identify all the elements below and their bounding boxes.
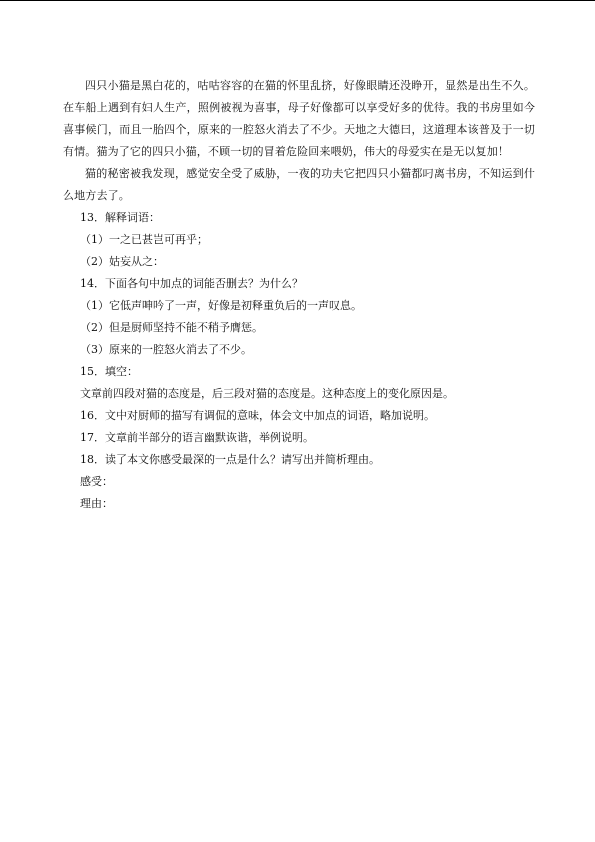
answer-reason-label: 理由：	[80, 497, 113, 510]
question-13-item-1: （1）一之已甚岂可再乎；	[80, 233, 208, 246]
passage-paragraph-2: 猫的秘密被我发现，感觉安全受了威胁，一夜的功夫它把四只小猫都叼离书房，不知运到什么地方去了。	[63, 167, 535, 202]
question-14-item-1: （1）它低声呻吟了一声，好像是初释重负后的一声叹息。	[80, 299, 362, 312]
question-14-item-2: （2）但是厨师坚持不能不稍予膺惩。	[80, 321, 263, 334]
question-13-item-2: （2）姑妄从之：	[80, 255, 164, 268]
question-14-item-3: （3）原来的一腔怒火消去了不少。	[80, 343, 252, 356]
question-15: 15．填空：	[80, 365, 138, 378]
question-16: 16．文中对厨师的描写有调侃的意味，体会文中加点的词语，略加说明。	[80, 409, 435, 422]
answer-feeling-label: 感受：	[80, 475, 113, 488]
document-body	[63, 75, 535, 515]
question-13: 13．解释词语：	[80, 211, 160, 224]
question-18: 18．读了本文你感受最深的一点是什么？请写出并简析理由。	[80, 453, 380, 466]
passage-paragraph-1: 四只小猫是黑白花的，咕咕容容的在猫的怀里乱挤，好像眼睛还没睁开，显然是出生不久。在车船上遇到有妇人生产，照例被视为喜事，母子好像都可以享受好多的优待。我的书房里如今喜事候门，而且一胎四个，原来的一腔怒火消去了不少。天地之大德曰，这道理本该普及于一切有情。猫为了它的四只小猫，不顾一切的冒着危险回来喂奶，伟大的母爱实在是无以复加！	[63, 79, 535, 158]
question-17: 17．文章前半部分的语言幽默诙谐，举例说明。	[80, 431, 314, 444]
question-14: 14．下面各句中加点的词能否删去？为什么？	[80, 277, 303, 290]
question-15-blank-text: 文章前四段对猫的态度是，后三段对猫的态度是。这种态度上的变化原因是。	[80, 387, 454, 400]
